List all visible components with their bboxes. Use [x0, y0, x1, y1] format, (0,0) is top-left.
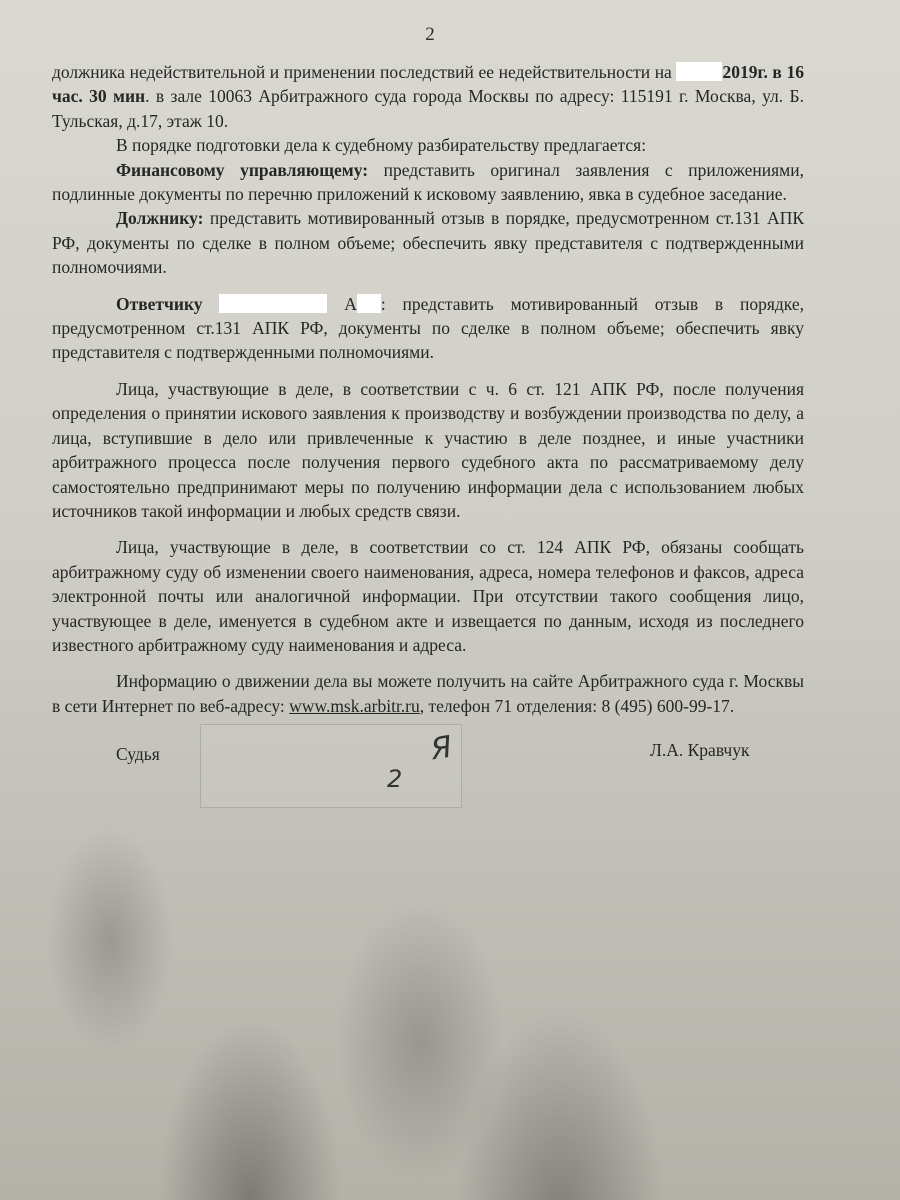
paragraph-hearing	[52, 60, 804, 133]
defendant-initial: А	[344, 293, 357, 314]
hearing-date-time: 2019г. в 16 час. 30 мин	[52, 62, 805, 107]
redacted-defendant-name	[219, 294, 327, 313]
redacted-date	[676, 62, 722, 81]
document-body	[52, 60, 804, 718]
paragraph-defendant	[52, 292, 804, 365]
contact-text-before: Информацию о движении дела вы можете получить на сайте Арбитражного суда г. Москвы в сети Интернет по веб-адресу:	[52, 671, 804, 716]
contact-text-after: , телефон 71 отделения: 8 (495) 600-99-17.	[419, 695, 735, 716]
debtor-text: представить мотивированный отзыв в порядке, предусмотренном ст.131 АПК РФ, документы по сделке в полном объеме; обеспечить явку представителя с подтвержденными полномочиями.	[52, 208, 804, 278]
redacted-defendant-initial	[357, 294, 381, 313]
hearing-location: . в зале 10063 Арбитражного суда города Москвы по адресу: 115191 г. Москва, ул. Б. Тульская, д.17, этаж 10.	[52, 86, 804, 131]
paragraph-participants-duty: Лица, участвующие в деле, в соответствии со ст. 124 АПК РФ, обязаны сообщать арбитражному суду об изменении своего наименования, адреса, номера телефонов и факсов, адреса электронной почты или аналогичной информации. При отсутствии такого сообщения лицо, участвующее в деле, именуется в судебном акте и извещается по данным, исходя из последнего известного арбитражному суду наименования и адреса.	[52, 537, 804, 655]
defendant-label: Ответчику	[116, 293, 203, 314]
stamp-box	[200, 724, 462, 808]
judge-label: Судья	[116, 744, 160, 764]
page-number: 2	[425, 24, 435, 45]
paragraph-participants-info: Лица, участвующие в деле, в соответствии с ч. 6 ст. 121 АПК РФ, после получения определения о принятии искового заявления к производству и возбуждении производства по делу, а лица, вступившие в дело или привлеченные к участию в деле позднее, и иные участники арбитражного процесса после получения первого судебного акта по рассматриваемому делу самостоятельно предпринимают меры по получению информации дела с использованием любых источников такой информации и любых средств связи.	[52, 378, 804, 521]
defendant-text: : представить мотивированный отзыв в порядке, предусмотренном ст.131 АПК РФ, документы по сделке в полном объеме; обеспечить явку представителя с подтвержденными полномочиями.	[52, 293, 805, 363]
financial-manager-label: Финансовому управляющему:	[116, 159, 369, 180]
hearing-text-line1: должника недействительной и применении последствий ее недействительности на	[52, 62, 672, 82]
financial-manager-text: представить оригинал заявления с приложениями, подлинные документы по перечню приложений к исковому заявлению, явка в судебное заседание.	[52, 159, 804, 205]
paragraph-contact-info	[52, 669, 804, 718]
paragraph-preparation: В порядке подготовки дела к судебному разбирательству предлагается:	[116, 135, 647, 156]
judge-name: Л.А. Кравчук	[650, 740, 750, 760]
handwritten-mark: Я	[428, 729, 455, 768]
paragraph-debtor	[52, 206, 804, 279]
handwritten-number: 2	[387, 765, 403, 793]
debtor-label: Должнику:	[116, 208, 204, 229]
signature-block	[0, 729, 900, 808]
photo-shadow	[0, 820, 900, 1200]
website-link[interactable]: www.msk.arbitr.ru	[289, 695, 420, 716]
paragraph-financial-manager	[52, 158, 804, 207]
